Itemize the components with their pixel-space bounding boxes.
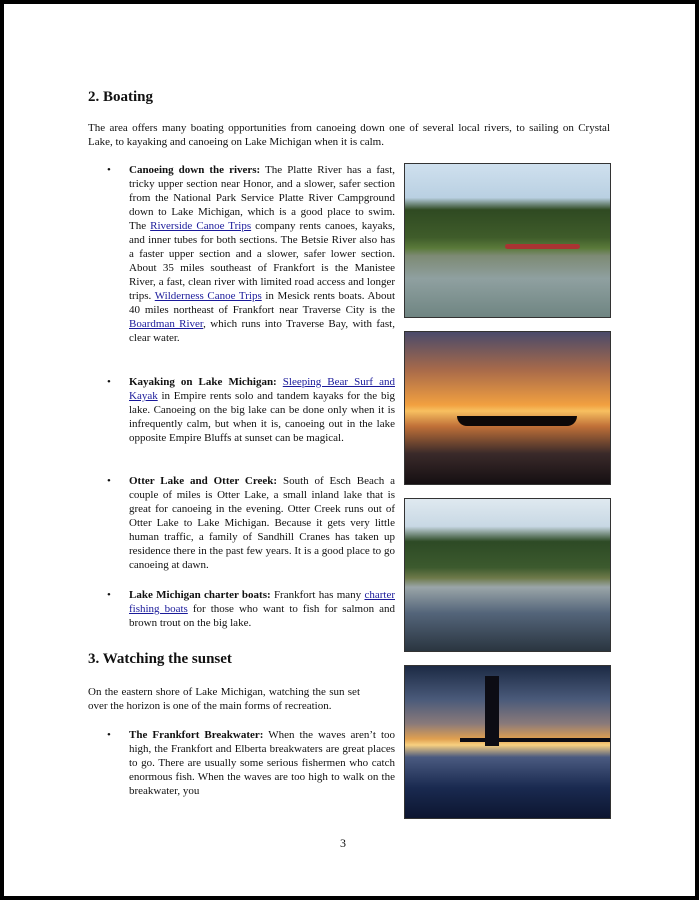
item-text: for those who want to fish for salmon and brown trout on the big lake. [129,603,395,629]
boardman-river-link[interactable]: Boardman River [129,318,204,330]
item-title: Kayaking on Lake Michigan: [129,376,277,388]
section-heading-boating: 2. Boating [88,89,154,105]
item-text: , which runs into Traverse Bay, with fast, clear water. [129,318,395,344]
item-text: South of Esch Beach a couple of miles is Otter Lake, a small inland lake that is great for canoeing in the evening. Otter Creek runs out of Otter Lake to Lake Michigan. Because it gets very little human traffic, a family of Sandhill Cranes has taken up residence there in the past few years. It is a good place to go canoeing at dawn. [129,475,395,571]
photo-canoe-sunset [404,331,611,485]
item-text: Frankfort has many [270,589,365,601]
bullet: • [107,729,111,741]
riverside-canoe-trips-link[interactable]: Riverside Canoe Trips [150,220,252,232]
section-heading-sunset: 3. Watching the sunset [88,651,232,667]
item-title: Otter Lake and Otter Creek: [129,475,278,487]
item-text: When the waves aren’t too high, the Frankfort and Elberta breakwaters are great places to go. There are usually some serious fishermen who catch enormous fish. When the waves are too high to walk on the breakwater, you [129,729,396,797]
list-item-otter-lake [107,474,395,572]
canoe-shape [505,244,580,249]
photo-lighthouse-sunset [404,665,611,819]
canoe-silhouette [457,416,577,426]
wilderness-canoe-trips-link[interactable]: Wilderness Canoe Trips [154,290,262,302]
item-text: The Platte River has a fast, tricky upper section near Honor, and a slower, safer section from the National Park Service Platte River Campground down to Lake Michigan, which is a good place to swim. The [129,164,395,232]
charter-fishing-boats-link[interactable]: charter fishing boats [129,589,395,615]
item-title: Canoeing down the rivers: [129,164,261,176]
item-text: company rents canoes, kayaks, and inner tubes for both sections. The Betsie River also has a faster upper section and a slower, safer lower section. About 35 miles southeast of Frankfort is the Manistee River, a fast, clean river with limited road access and longer trips. [129,220,395,302]
lighthouse-silhouette [485,676,499,746]
bullet: • [107,164,111,176]
list-item-canoeing [107,163,396,345]
item-text: in Empire rents solo and tandem kayaks for the big lake. Canoeing on the big lake can be done only when it is infrequently calm, but when it is, canoeing out in the lake opposite Empire Bluffs at sunset can be magical. [129,390,395,444]
photo-otter-creek [404,498,611,652]
item-text: in Mesick rents boats. About 40 miles northeast of Frankfort near Traverse City is the [129,290,396,316]
boating-intro: The area offers many boating opportunities from canoeing down one of several local rivers, to sailing on Crystal Lake, to kayaking and canoeing on Lake Michigan when it is calm. [88,122,610,148]
item-title: Lake Michigan charter boats: [129,589,271,601]
list-item-breakwater [107,728,396,798]
photo-canoeing-river [404,163,611,318]
breakwater-silhouette [460,738,610,742]
item-title: The Frankfort Breakwater: [129,729,264,741]
sleeping-bear-surf-kayak-link[interactable]: Sleeping Bear Surf and Kayak [129,376,395,402]
bullet: • [107,475,111,487]
list-item-kayaking [107,375,395,445]
bullet: • [107,589,111,601]
list-item-charter-boats [107,588,395,630]
page-number: 3 [340,836,346,850]
sunset-intro: On the eastern shore of Lake Michigan, watching the sun set over the horizon is one of the main forms of recreation. [88,686,360,712]
bullet: • [107,376,111,388]
